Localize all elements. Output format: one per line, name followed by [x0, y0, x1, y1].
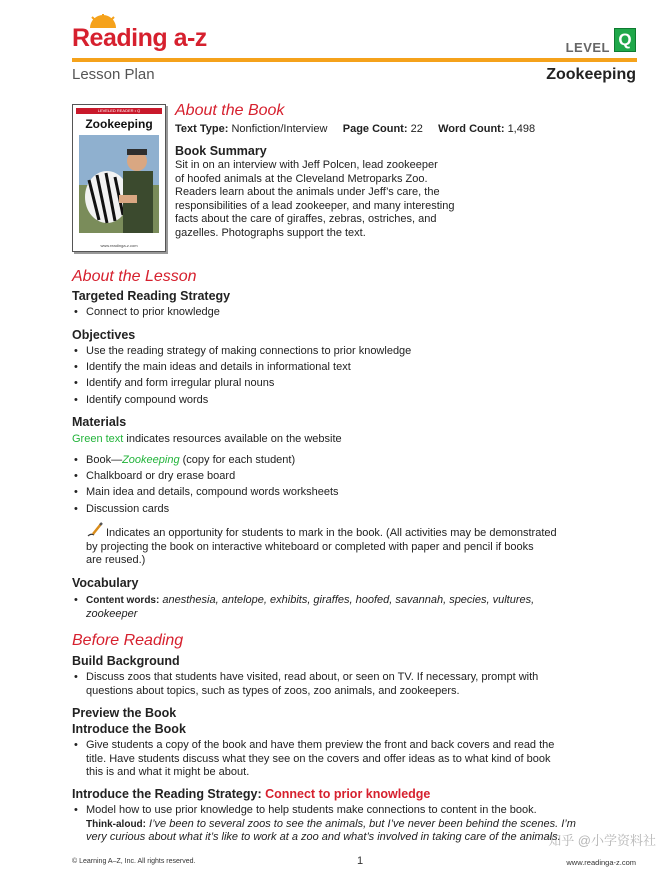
level-label: LEVEL	[565, 40, 610, 55]
list-item	[72, 454, 632, 468]
vocab-words-cont: zookeeper	[86, 607, 138, 620]
list-item: • Identify and form irregular plural nouns	[72, 377, 632, 391]
word-count-label: Word Count:	[438, 123, 505, 135]
list-item	[72, 739, 632, 780]
list-item: • Connect to prior knowledge	[72, 306, 632, 320]
strategy-list	[72, 306, 632, 322]
cover-footer: www.readinga-z.com	[100, 243, 138, 248]
section-label: Lesson Plan	[72, 66, 155, 83]
preview-book-heading: Preview the Book	[72, 706, 177, 720]
model-line: Model how to use prior knowledge to help students make connections to content in the book.	[86, 804, 537, 816]
mark-note-line: Indicates an opportunity for students to mark in the book. (All activities may be demonstrated	[106, 527, 557, 539]
strategy-heading: Targeted Reading Strategy	[72, 289, 231, 303]
copyright: © Learning A–Z, Inc. All rights reserved.	[72, 858, 196, 865]
think-aloud-text: very curious about what it’s like to work at a zoo and what’s involved in taking care of the animals.	[86, 831, 561, 843]
intro-line: title. Have students discuss what they see on the covers and offer ideas as to what kind of book	[86, 752, 551, 765]
page-count-value: 22	[410, 123, 423, 135]
intro-line: this is and what it might be about.	[86, 766, 250, 778]
mark-note-line: by projecting the book on interactive whiteboard or completed with paper and pencil if books	[86, 540, 534, 553]
summary-line: responsibilities of a lead zookeeper, and many interesting	[175, 199, 455, 212]
discussion-cards-link[interactable]: • Discussion cards	[72, 503, 632, 517]
introduce-strategy-heading	[72, 787, 430, 801]
materials-note	[72, 433, 342, 447]
green-text-note: Green text	[72, 433, 124, 445]
cover-title: Zookeeping	[85, 117, 153, 131]
build-background-heading: Build Background	[72, 654, 180, 668]
page-count-label: Page Count:	[342, 123, 408, 135]
vocabulary-list	[72, 594, 632, 624]
objectives-heading: Objectives	[72, 328, 136, 342]
materials-note-text: indicates resources available on the website	[123, 433, 342, 445]
think-aloud-text: I’ve been to several zoos to see the animals, but I’ve never been behind the scenes. I’m	[146, 817, 576, 830]
mark-note-line: are reused.)	[86, 554, 146, 566]
text-type-label: Text Type:	[175, 123, 229, 135]
book-summary	[175, 159, 454, 240]
list-item: • Identify compound words	[72, 394, 632, 408]
about-book-heading: About the Book	[175, 102, 285, 119]
list-item: • Chalkboard or dry erase board	[72, 470, 632, 484]
list-item	[72, 671, 632, 698]
summary-line: of hoofed animals at the Cleveland Metroparks Zoo.	[175, 172, 428, 185]
think-aloud-label: Think-aloud:	[86, 818, 146, 830]
cover-photo	[79, 135, 159, 233]
objectives-list	[72, 345, 632, 410]
watermark: 知乎 @小学资料社	[548, 833, 656, 848]
materials-book-suffix: (copy for each student)	[179, 454, 296, 466]
vocabulary-heading: Vocabulary	[72, 576, 139, 590]
summary-line: Sit in on an interview with Jeff Polcen, lead zookeeper	[175, 159, 438, 171]
introduce-book-heading: Introduce the Book	[72, 722, 186, 736]
book-summary-heading: Book Summary	[175, 144, 267, 158]
word-count-value: 1,498	[507, 123, 536, 135]
strategy-heading-red: Connect to prior knowledge	[265, 787, 431, 801]
header-rule	[72, 58, 637, 62]
page-number: 1	[357, 855, 364, 867]
about-lesson-heading: About the Lesson	[72, 268, 197, 285]
summary-line: facts about the care of giraffes, zebras, ostriches, and	[175, 213, 437, 225]
vocab-label: Content words:	[86, 595, 160, 606]
zookeeper-zebra-photo	[79, 135, 159, 233]
book-cover-image	[72, 104, 166, 252]
text-type-value: Nonfiction/Interview	[231, 123, 328, 135]
build-line: Discuss zoos that students have visited, read about, or seen on TV. If necessary, prompt with	[86, 671, 539, 683]
reading-az-logo	[72, 14, 207, 54]
worksheets-link[interactable]: • Main idea and details, compound words worksheets	[72, 486, 632, 500]
book-stats	[175, 123, 535, 137]
level-badge: Q	[614, 28, 636, 52]
book-link[interactable]: Zookeeping	[122, 454, 180, 466]
materials-list	[72, 454, 632, 519]
build-background-list	[72, 671, 632, 701]
website-link[interactable]: www.readinga-z.com	[566, 858, 636, 867]
cover-band: LEVELED READER • Q	[76, 108, 162, 114]
vocab-words: anesthesia, antelope, exhibits, giraffes, hoofed, savannah, species, vultures,	[159, 594, 535, 606]
list-item: • Use the reading strategy of making connections to prior knowledge	[72, 345, 632, 359]
intro-line: Give students a copy of the book and have them preview the front and back covers and read the	[86, 739, 555, 751]
summary-line: Readers learn about the animals under Jeff’s care, the	[175, 186, 440, 198]
materials-heading: Materials	[72, 415, 127, 429]
summary-line: gazelles. Photographs support the text.	[175, 226, 366, 239]
build-line: questions about topics, such as types of zoos, zoo animals, and zookeepers.	[86, 684, 460, 697]
mark-note	[86, 527, 631, 568]
page-title: Zookeeping	[546, 66, 636, 83]
introduce-book-list	[72, 739, 632, 782]
list-item: • Identify the main ideas and details in informational text	[72, 361, 632, 375]
materials-book-prefix: Book—	[86, 454, 123, 466]
list-item	[72, 594, 632, 621]
logo-text: Reading a-z	[72, 24, 207, 52]
before-reading-heading: Before Reading	[72, 632, 184, 649]
strategy-heading-prefix: Introduce the Reading Strategy:	[72, 787, 266, 801]
